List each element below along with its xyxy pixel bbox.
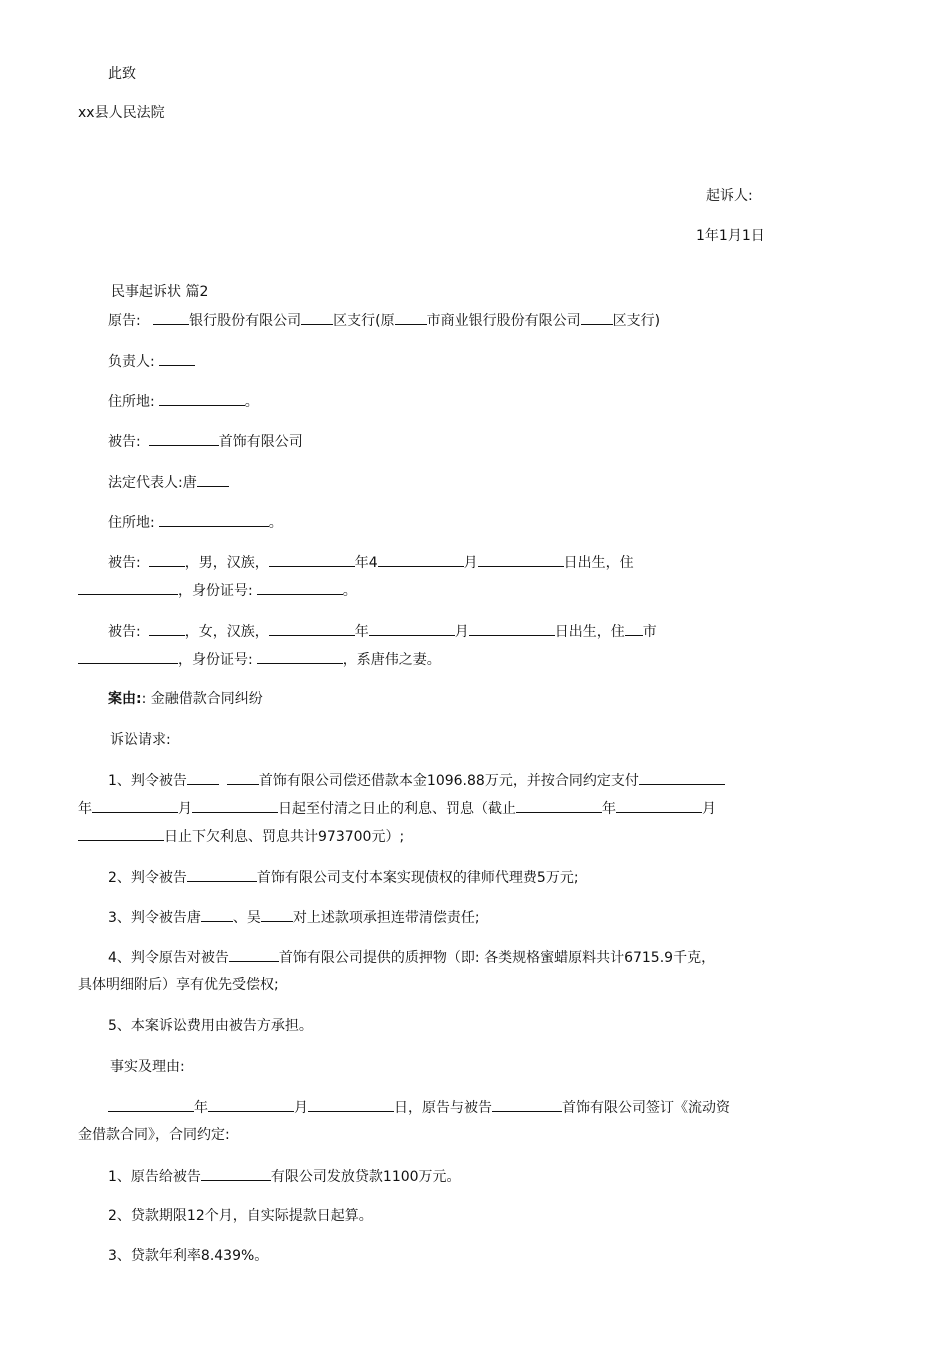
facts-title: 事实及理由:	[110, 1059, 185, 1075]
cause-line	[108, 689, 263, 709]
plaintiff-text-4: 区支行)	[612, 313, 661, 329]
defendant2-text-3: 月	[463, 555, 478, 571]
blank	[201, 907, 233, 922]
item3-line: 3、贷款年利率8.439%。	[108, 1248, 269, 1264]
claim2-text-1: 2、判令被告	[108, 870, 187, 886]
defendant3-line1	[108, 621, 657, 642]
signer-label: 起诉人:	[706, 188, 753, 204]
blank	[308, 1097, 394, 1112]
blank	[153, 310, 189, 325]
claim3-line	[108, 907, 480, 928]
defendant2-line2	[78, 580, 357, 601]
closing-to: 此致	[108, 66, 136, 82]
closing-court: xx县人民法院	[78, 105, 165, 121]
claim4-text-2: 首饰有限公司提供的质押物（即: 各类规格蜜蜡原料共计6715.9千克，	[278, 950, 716, 966]
plaintiff-text-2: 区支行(原	[333, 313, 395, 329]
blank	[149, 621, 185, 636]
blank	[149, 552, 185, 567]
blank	[257, 580, 343, 595]
defendant3-text-4: 日出生，住	[554, 624, 625, 640]
signing-date: 1年1月1日	[696, 228, 765, 244]
blank	[639, 770, 725, 785]
address1-end: 。	[244, 394, 259, 410]
blank	[269, 621, 355, 636]
item1-text-2: 有限公司发放贷款1100万元。	[270, 1169, 461, 1185]
blank	[78, 649, 178, 664]
claim1-line1	[108, 770, 725, 791]
item1-text-1: 1、原告给被告	[108, 1169, 201, 1185]
responsible-line	[108, 351, 195, 372]
blank	[208, 1097, 294, 1112]
address1-label: 住所地:	[108, 394, 155, 410]
defendant3-text-1: ，女，汉族，	[184, 624, 269, 640]
claim1-text-4: 月	[178, 801, 192, 817]
legal-rep-line	[108, 472, 229, 493]
plaintiff-text-3: 市商业银行股份有限公司	[426, 313, 581, 329]
claim3-text-1: 3、判令被告唐	[108, 910, 201, 926]
defendant3-text-3: 月	[454, 624, 469, 640]
defendant2-text-2: 年4	[354, 555, 378, 571]
blank	[92, 798, 178, 813]
blank	[192, 798, 278, 813]
facts1-text-1: 年	[194, 1100, 208, 1116]
claim4-line2: 具体明细附后）享有优先受偿权;	[78, 977, 279, 993]
claim1-text-3: 年	[78, 801, 92, 817]
blank	[492, 1097, 562, 1112]
claim1-text-1: 1、判令被告	[108, 773, 187, 789]
claim5-line: 5、本案诉讼费用由被告方承担。	[108, 1018, 313, 1034]
facts1-line1	[108, 1097, 730, 1118]
claim1-text-6: 年	[602, 801, 616, 817]
responsible-label: 负责人:	[108, 354, 155, 370]
blank	[197, 472, 229, 487]
defendant2-line1	[108, 552, 634, 573]
claim3-text-3: 对上述款项承担连带清偿责任;	[292, 910, 480, 926]
plaintiff-label: 原告:	[108, 313, 141, 329]
blank	[378, 552, 464, 567]
blank	[581, 310, 613, 325]
claim1-line3	[78, 826, 404, 847]
blank	[108, 1097, 194, 1112]
claim1-text-7: 月	[702, 801, 716, 817]
defendant1-name: 首饰有限公司	[218, 434, 303, 450]
plaintiff-text-1: 银行股份有限公司	[189, 313, 302, 329]
defendant2-text-4: 日出生，住	[563, 555, 634, 571]
claim4-text-1: 4、判令原告对被告	[108, 950, 229, 966]
blank	[625, 621, 643, 636]
blank	[261, 907, 293, 922]
address2-end: 。	[268, 515, 283, 531]
blank	[78, 826, 164, 841]
blank	[516, 798, 602, 813]
blank	[201, 1166, 271, 1181]
address2-line	[108, 512, 283, 533]
blank	[478, 552, 564, 567]
defendant1-label: 被告:	[108, 434, 141, 450]
defendant2-text-1: ，男，汉族，	[184, 555, 269, 571]
facts1-text-2: 月	[294, 1100, 308, 1116]
claim2-text-2: 首饰有限公司支付本案实现债权的律师代理费5万元;	[256, 870, 579, 886]
item2-line: 2、贷款期限12个月，自实际提款日起算。	[108, 1208, 373, 1224]
claim1-text-2: 首饰有限公司偿还借款本金1096.88万元，并按合同约定支付	[258, 773, 639, 789]
claim1-text-5: 日起至付清之日止的利息、罚息（截止	[278, 801, 516, 817]
blank	[616, 798, 702, 813]
facts1-line2: 金借款合同》，合同约定:	[78, 1127, 230, 1143]
blank	[187, 867, 257, 882]
blank	[159, 391, 245, 406]
blank	[149, 431, 219, 446]
blank	[269, 552, 355, 567]
blank	[159, 351, 195, 366]
blank	[159, 512, 269, 527]
plaintiff-line	[108, 310, 660, 331]
defendant2-label: 被告:	[108, 555, 141, 571]
blank	[257, 649, 343, 664]
defendant3-text-6: ，身份证号:	[178, 652, 253, 668]
legal-rep-label: 法定代表人:	[108, 475, 183, 491]
defendant3-text-7: ，系唐伟之妻。	[342, 652, 441, 668]
claim1-text-8: 日止下欠利息、罚息共计973700元）;	[164, 829, 405, 845]
blank	[227, 770, 259, 785]
blank	[229, 947, 279, 962]
facts1-text-3: 日，原告与被告	[394, 1100, 492, 1116]
claim3-text-2: 、吴	[232, 910, 261, 926]
defendant3-line2	[78, 649, 441, 670]
claim2-line	[108, 867, 579, 888]
legal-rep-name: 唐	[182, 475, 197, 491]
defendant3-label: 被告:	[108, 624, 141, 640]
blank	[469, 621, 555, 636]
claims-title: 诉讼请求:	[110, 732, 171, 748]
address2-label: 住所地:	[108, 515, 155, 531]
defendant3-text-2: 年	[354, 624, 369, 640]
cause-label: 案由:	[108, 691, 142, 707]
address1-line	[108, 391, 259, 412]
blank	[187, 770, 219, 785]
blank	[301, 310, 333, 325]
blank	[369, 621, 455, 636]
blank	[395, 310, 427, 325]
defendant3-text-5: 市	[642, 624, 657, 640]
claim1-line2	[78, 798, 716, 819]
cause-text: : 金融借款合同纠纷	[141, 691, 263, 707]
claim4-line1	[108, 947, 715, 968]
blank	[78, 580, 178, 595]
facts1-text-4: 首饰有限公司签订《流动资	[562, 1100, 730, 1116]
section-title: 民事起诉状 篇2	[111, 284, 209, 300]
defendant2-text-6: 。	[342, 583, 357, 599]
item1-line	[108, 1166, 461, 1187]
defendant1-line	[108, 431, 303, 452]
defendant2-text-5: ，身份证号:	[178, 583, 253, 599]
